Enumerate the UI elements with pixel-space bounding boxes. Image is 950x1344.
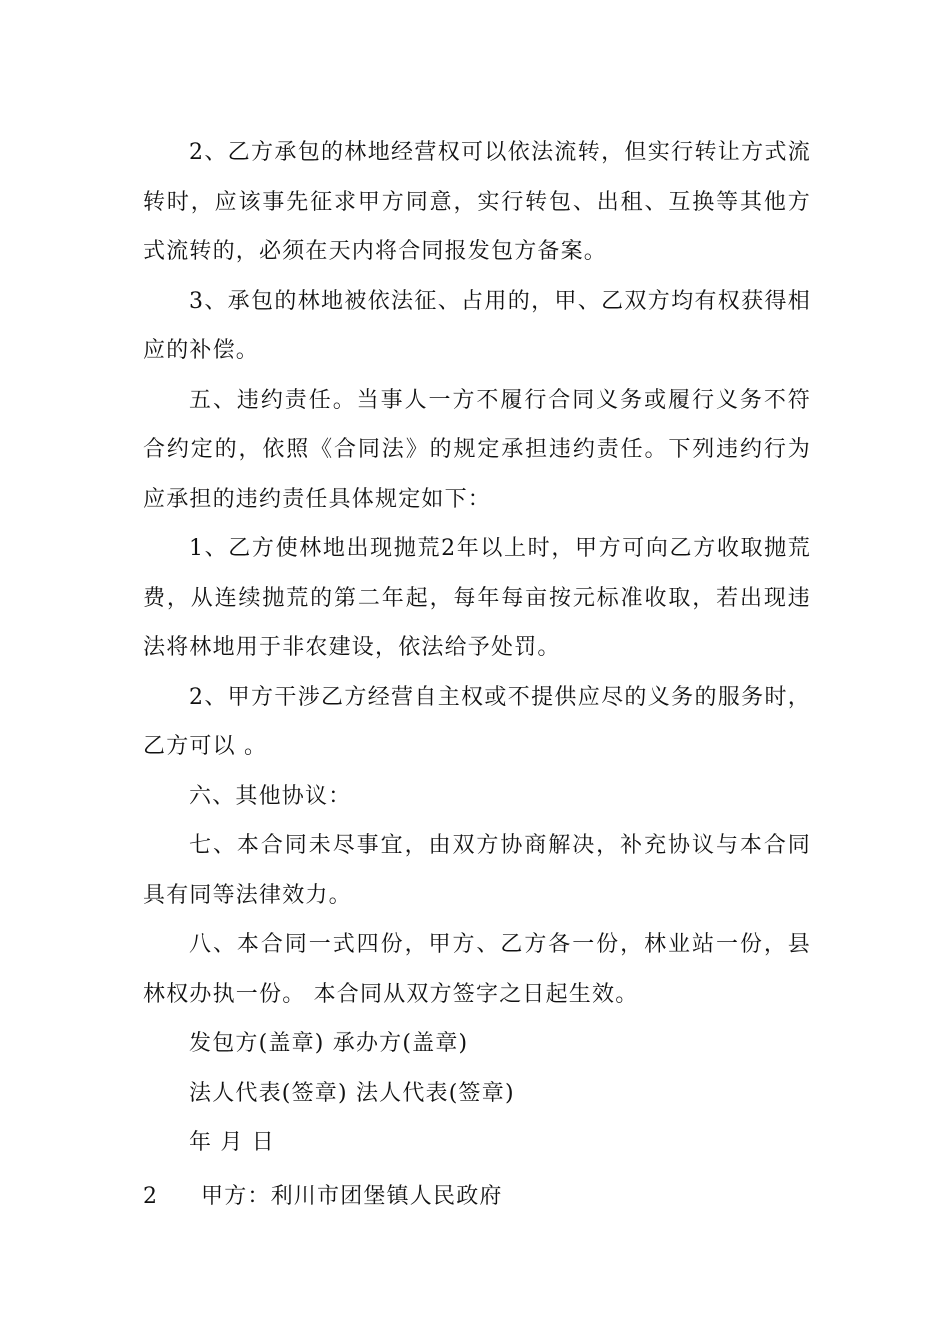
- footer-line: [143, 1172, 811, 1222]
- party-a-line: 甲方：利川市团堡镇人民政府: [201, 1184, 503, 1209]
- paragraph-copies-effective: 八、本合同一式四份，甲方、乙方各一份，林业站一份，县林权办执一份。 本合同从双方签字之日起生效。: [143, 932, 811, 1007]
- paragraph-other-agreements: 六、其他协议：: [189, 783, 352, 809]
- paragraph-breach-liability: 五、违约责任。当事人一方不履行合同义务或履行义务不符合约定的，依照《合同法》的规定承担违约责任。下列违约行为应承担的违约责任具体规定如下：: [143, 387, 811, 512]
- signature-date-line: 年 月 日: [189, 1130, 275, 1155]
- document-body: [143, 128, 811, 1168]
- paragraph-compensation: 3、承包的林地被依法征、占用的，甲、乙双方均有权获得相应的补偿。: [143, 288, 811, 363]
- signature-representative-line: 法人代表(签章) 法人代表(签章): [189, 1080, 515, 1106]
- paragraph-abandonment-fee: 1、乙方使林地出现抛荒2年以上时，甲方可向乙方收取抛荒费，从连续抛荒的第二年起，每年每亩按元标准收取，若出现违法将林地用于非农建设，依法给予处罚。: [143, 536, 811, 660]
- paragraph-interference: 2、甲方干涉乙方经营自主权或不提供应尽的义务的服务时，乙方可以 。: [143, 684, 811, 759]
- signature-seal-line: 发包方(盖章) 承办方(盖章): [189, 1031, 469, 1056]
- page-number: 2: [143, 1184, 159, 1209]
- paragraph-unresolved-matters: 七、本合同未尽事宜，由双方协商解决，补充协议与本合同具有同等法律效力。: [143, 833, 811, 908]
- paragraph-transfer-rights: 2、乙方承包的林地经营权可以依法流转，但实行转让方式流转时，应该事先征求甲方同意，实行转包、出租、互换等其他方式流转的，必须在天内将合同报发包方备案。: [143, 140, 811, 264]
